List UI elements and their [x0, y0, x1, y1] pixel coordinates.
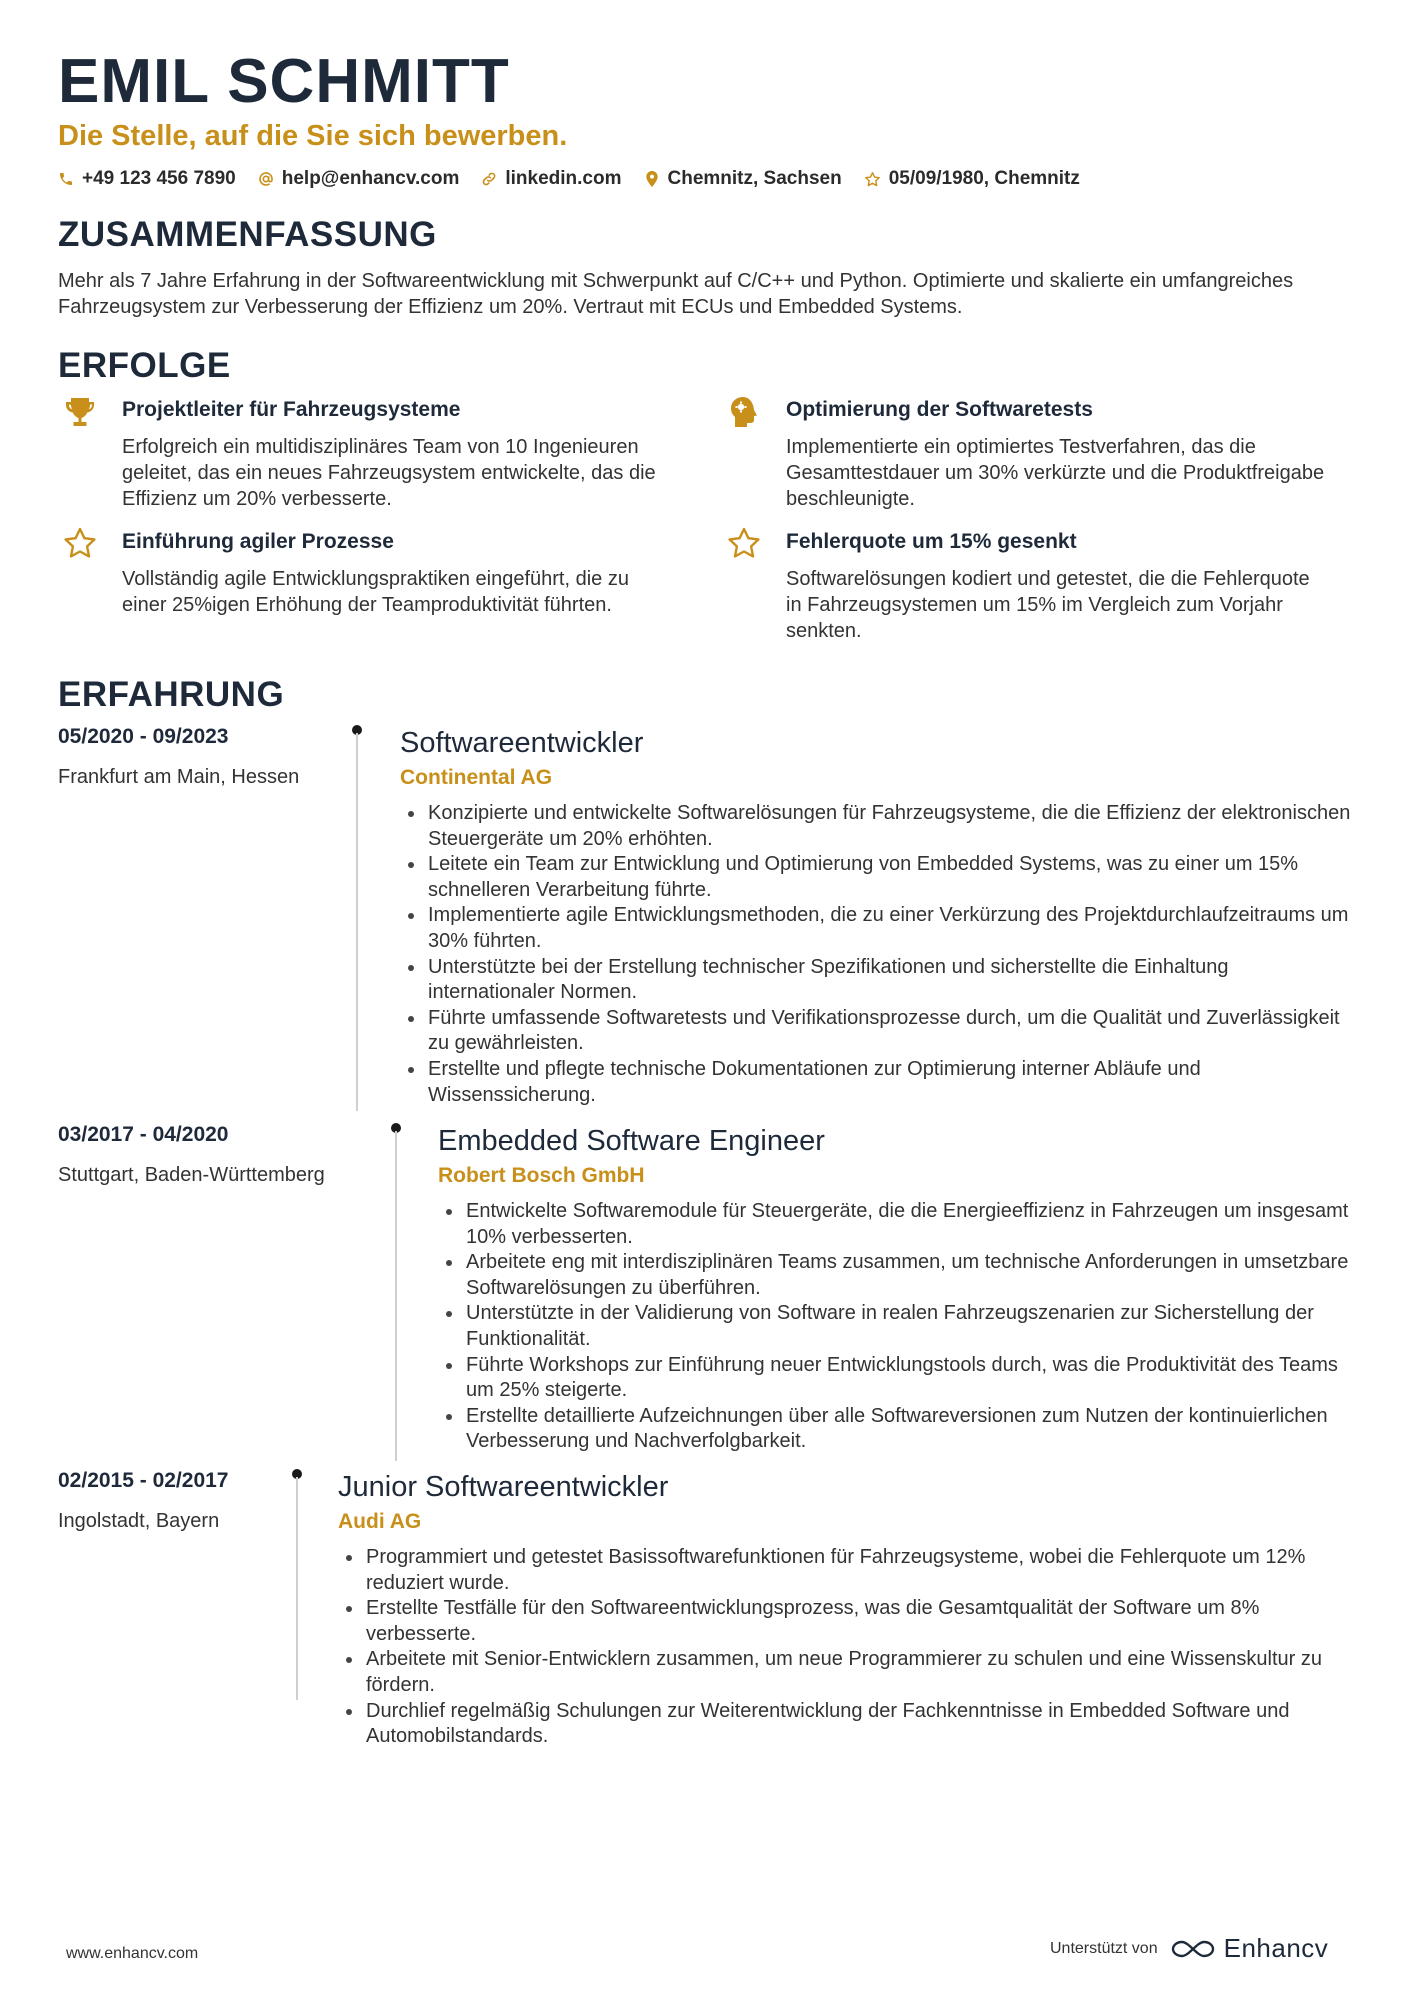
job-bullets: [438, 1199, 1358, 1455]
experience-heading: ERFAHRUNG: [58, 675, 285, 714]
job-dates: 03/2017 - 04/2020: [58, 1123, 229, 1146]
timeline-line: [356, 733, 358, 1111]
contact-phone: [58, 168, 236, 190]
job-location: Ingolstadt, Bayern: [58, 1510, 220, 1532]
brand-name: Enhancv: [1223, 1933, 1329, 1963]
job-location: Stuttgart, Baden-Württemberg: [58, 1164, 325, 1186]
footer-website[interactable]: www.enhancv.com: [66, 1945, 199, 1962]
job-entry: [338, 1469, 1360, 1750]
job-entry: [438, 1123, 1358, 1455]
job-role: Softwareentwickler: [400, 727, 644, 759]
email-link[interactable]: help@enhancv.com: [281, 168, 460, 189]
star-outline-icon: [864, 171, 881, 188]
star-icon: [726, 526, 762, 562]
birth-text: 05/09/1980, Chemnitz: [888, 168, 1080, 189]
linkedin-link[interactable]: linkedin.com: [505, 168, 622, 189]
achievement-title: Optimierung der Softwaretests: [786, 398, 1093, 421]
job-bullet: Leitete ein Team zur Entwicklung und Optimierung von Embedded Systems, was zu einer um 15% schnelleren Verarbeitung führte.: [400, 852, 1360, 903]
location-pin-icon: [644, 170, 660, 188]
job-bullet: Unterstützte bei der Erstellung technischer Spezifikationen und sicherstellte die Einhaltung internationaler Normen.: [400, 955, 1360, 1006]
candidate-name: EMIL SCHMITT: [58, 47, 510, 116]
job-meta: [58, 1468, 228, 1534]
job-bullet: Durchlief regelmäßig Schulungen zur Weiterentwicklung der Fachkenntnisse in Embedded Software und Automobilstandards.: [338, 1699, 1360, 1750]
star-icon: [62, 526, 98, 562]
footer-branding: [1050, 1933, 1328, 1964]
trophy-icon: [62, 394, 98, 430]
achievement-text: Implementierte ein optimiertes Testverfahren, das die Gesamttestdauer um 30% verkürzte und die Produktfreigabe beschleunigte.: [786, 436, 1325, 510]
job-bullet: Unterstützte in der Validierung von Software in realen Fahrzeugszenarien zur Sicherstellung der Funktionalität.: [438, 1301, 1358, 1352]
achievement-title: Fehlerquote um 15% gesenkt: [786, 530, 1077, 553]
contact-bar: [58, 168, 1102, 190]
job-bullet: Entwickelte Softwaremodule für Steuergeräte, die die Energieeffizienz in Fahrzeugen um insgesamt 10% verbesserten.: [438, 1199, 1358, 1250]
job-meta: [58, 724, 299, 790]
job-bullet: Arbeitete eng mit interdisziplinären Teams zusammen, um technische Anforderungen in umsetzbare Softwarelösungen zu überführen.: [438, 1250, 1358, 1301]
at-icon: [258, 171, 274, 187]
job-meta: [58, 1122, 325, 1188]
timeline-line: [296, 1477, 298, 1700]
location-text: Chemnitz, Sachsen: [667, 168, 842, 189]
job-role: Embedded Software Engineer: [438, 1125, 825, 1157]
enhancv-logo-icon: [1170, 1938, 1216, 1960]
job-bullet: Erstellte detaillierte Aufzeichnungen über alle Softwareversionen zum Nutzen der kontinuierlichen Verbesserung und Nachverfolgbarkeit.: [438, 1404, 1358, 1455]
job-bullet: Führte umfassende Softwaretests und Verifikationsprozesse durch, um die Qualität und Zuverlässigkeit zu gewährleisten.: [400, 1006, 1360, 1057]
job-bullet: Erstellte Testfälle für den Softwareentwicklungsprozess, was die Gesamtqualität der Software um 8% verbesserte.: [338, 1596, 1360, 1647]
powered-by-text: Unterstützt von: [1050, 1939, 1158, 1957]
job-bullet: Konzipierte und entwickelte Softwarelösungen für Fahrzeugsysteme, die die Effizienz der elektronischen Steuergeräte um 20% erhöhten.: [400, 801, 1360, 852]
head-icon: [726, 394, 762, 430]
job-entry: [400, 725, 1360, 1108]
job-dates: 05/2020 - 09/2023: [58, 725, 229, 748]
job-location: Frankfurt am Main, Hessen: [58, 766, 300, 788]
achievement-title: Einführung agiler Prozesse: [122, 530, 394, 553]
contact-birth: [864, 168, 1080, 190]
phone-icon: [58, 171, 74, 187]
phone-number: +49 123 456 7890: [82, 168, 236, 189]
summary-text: Mehr als 7 Jahre Erfahrung in der Softwareentwicklung mit Schwerpunkt auf C/C++ und Python. Optimierte und skalierte ein umfangreiches Fahrzeugsystem zur Verbesserung der Effizienz um 20%. Vertraut mit ECUs und Embedded Systems.: [58, 270, 1294, 318]
summary-heading: ZUSAMMENFASSUNG: [58, 215, 437, 254]
contact-location: [644, 168, 842, 190]
job-company: Audi AG: [338, 1510, 422, 1533]
job-bullet: Führte Workshops zur Einführung neuer Entwicklungstools durch, was die Produktivität des Teams um 25% steigerte.: [438, 1353, 1358, 1404]
achievement-text: Softwarelösungen kodiert und getestet, die die Fehlerquote in Fahrzeugsystemen um 15% im Vergleich zum Vorjahr senkten.: [786, 568, 1310, 642]
achievements-heading: ERFOLGE: [58, 346, 231, 385]
job-bullet: Erstellte und pflegte technische Dokumentationen zur Optimierung interner Abläufe und Wissenssicherung.: [400, 1057, 1360, 1108]
contact-linkedin[interactable]: [481, 168, 621, 190]
job-bullets: [338, 1545, 1360, 1750]
headline: Die Stelle, auf die Sie sich bewerben.: [58, 120, 568, 152]
job-company: Continental AG: [400, 766, 553, 789]
achievement-text: Erfolgreich ein multidisziplinäres Team von 10 Ingenieuren geleitet, das ein neues Fahrzeugsystem entwickelte, das die Effizienz um 20% verbesserte.: [122, 436, 656, 510]
link-icon: [481, 171, 497, 187]
job-company: Robert Bosch GmbH: [438, 1164, 645, 1187]
job-bullet: Implementierte agile Entwicklungsmethoden, die zu einer Verkürzung des Projektdurchlaufzeitraums um 30% führten.: [400, 903, 1360, 954]
achievement-title: Projektleiter für Fahrzeugsysteme: [122, 398, 461, 421]
job-dates: 02/2015 - 02/2017: [58, 1469, 229, 1492]
job-bullet: Programmiert und getestet Basissoftwarefunktionen für Fahrzeugsysteme, wobei die Fehlerquote um 12% reduziert wurde.: [338, 1545, 1360, 1596]
job-bullet: Arbeitete mit Senior-Entwicklern zusammen, um neue Programmierer zu schulen und eine Wissenskultur zu fördern.: [338, 1647, 1360, 1698]
contact-email[interactable]: [258, 168, 460, 190]
achievement-text: Vollständig agile Entwicklungspraktiken eingeführt, die zu einer 25%igen Erhöhung der Teamproduktivität führten.: [122, 568, 629, 616]
job-bullets: [400, 801, 1360, 1108]
timeline-line: [395, 1131, 397, 1461]
job-role: Junior Softwareentwickler: [338, 1471, 669, 1503]
